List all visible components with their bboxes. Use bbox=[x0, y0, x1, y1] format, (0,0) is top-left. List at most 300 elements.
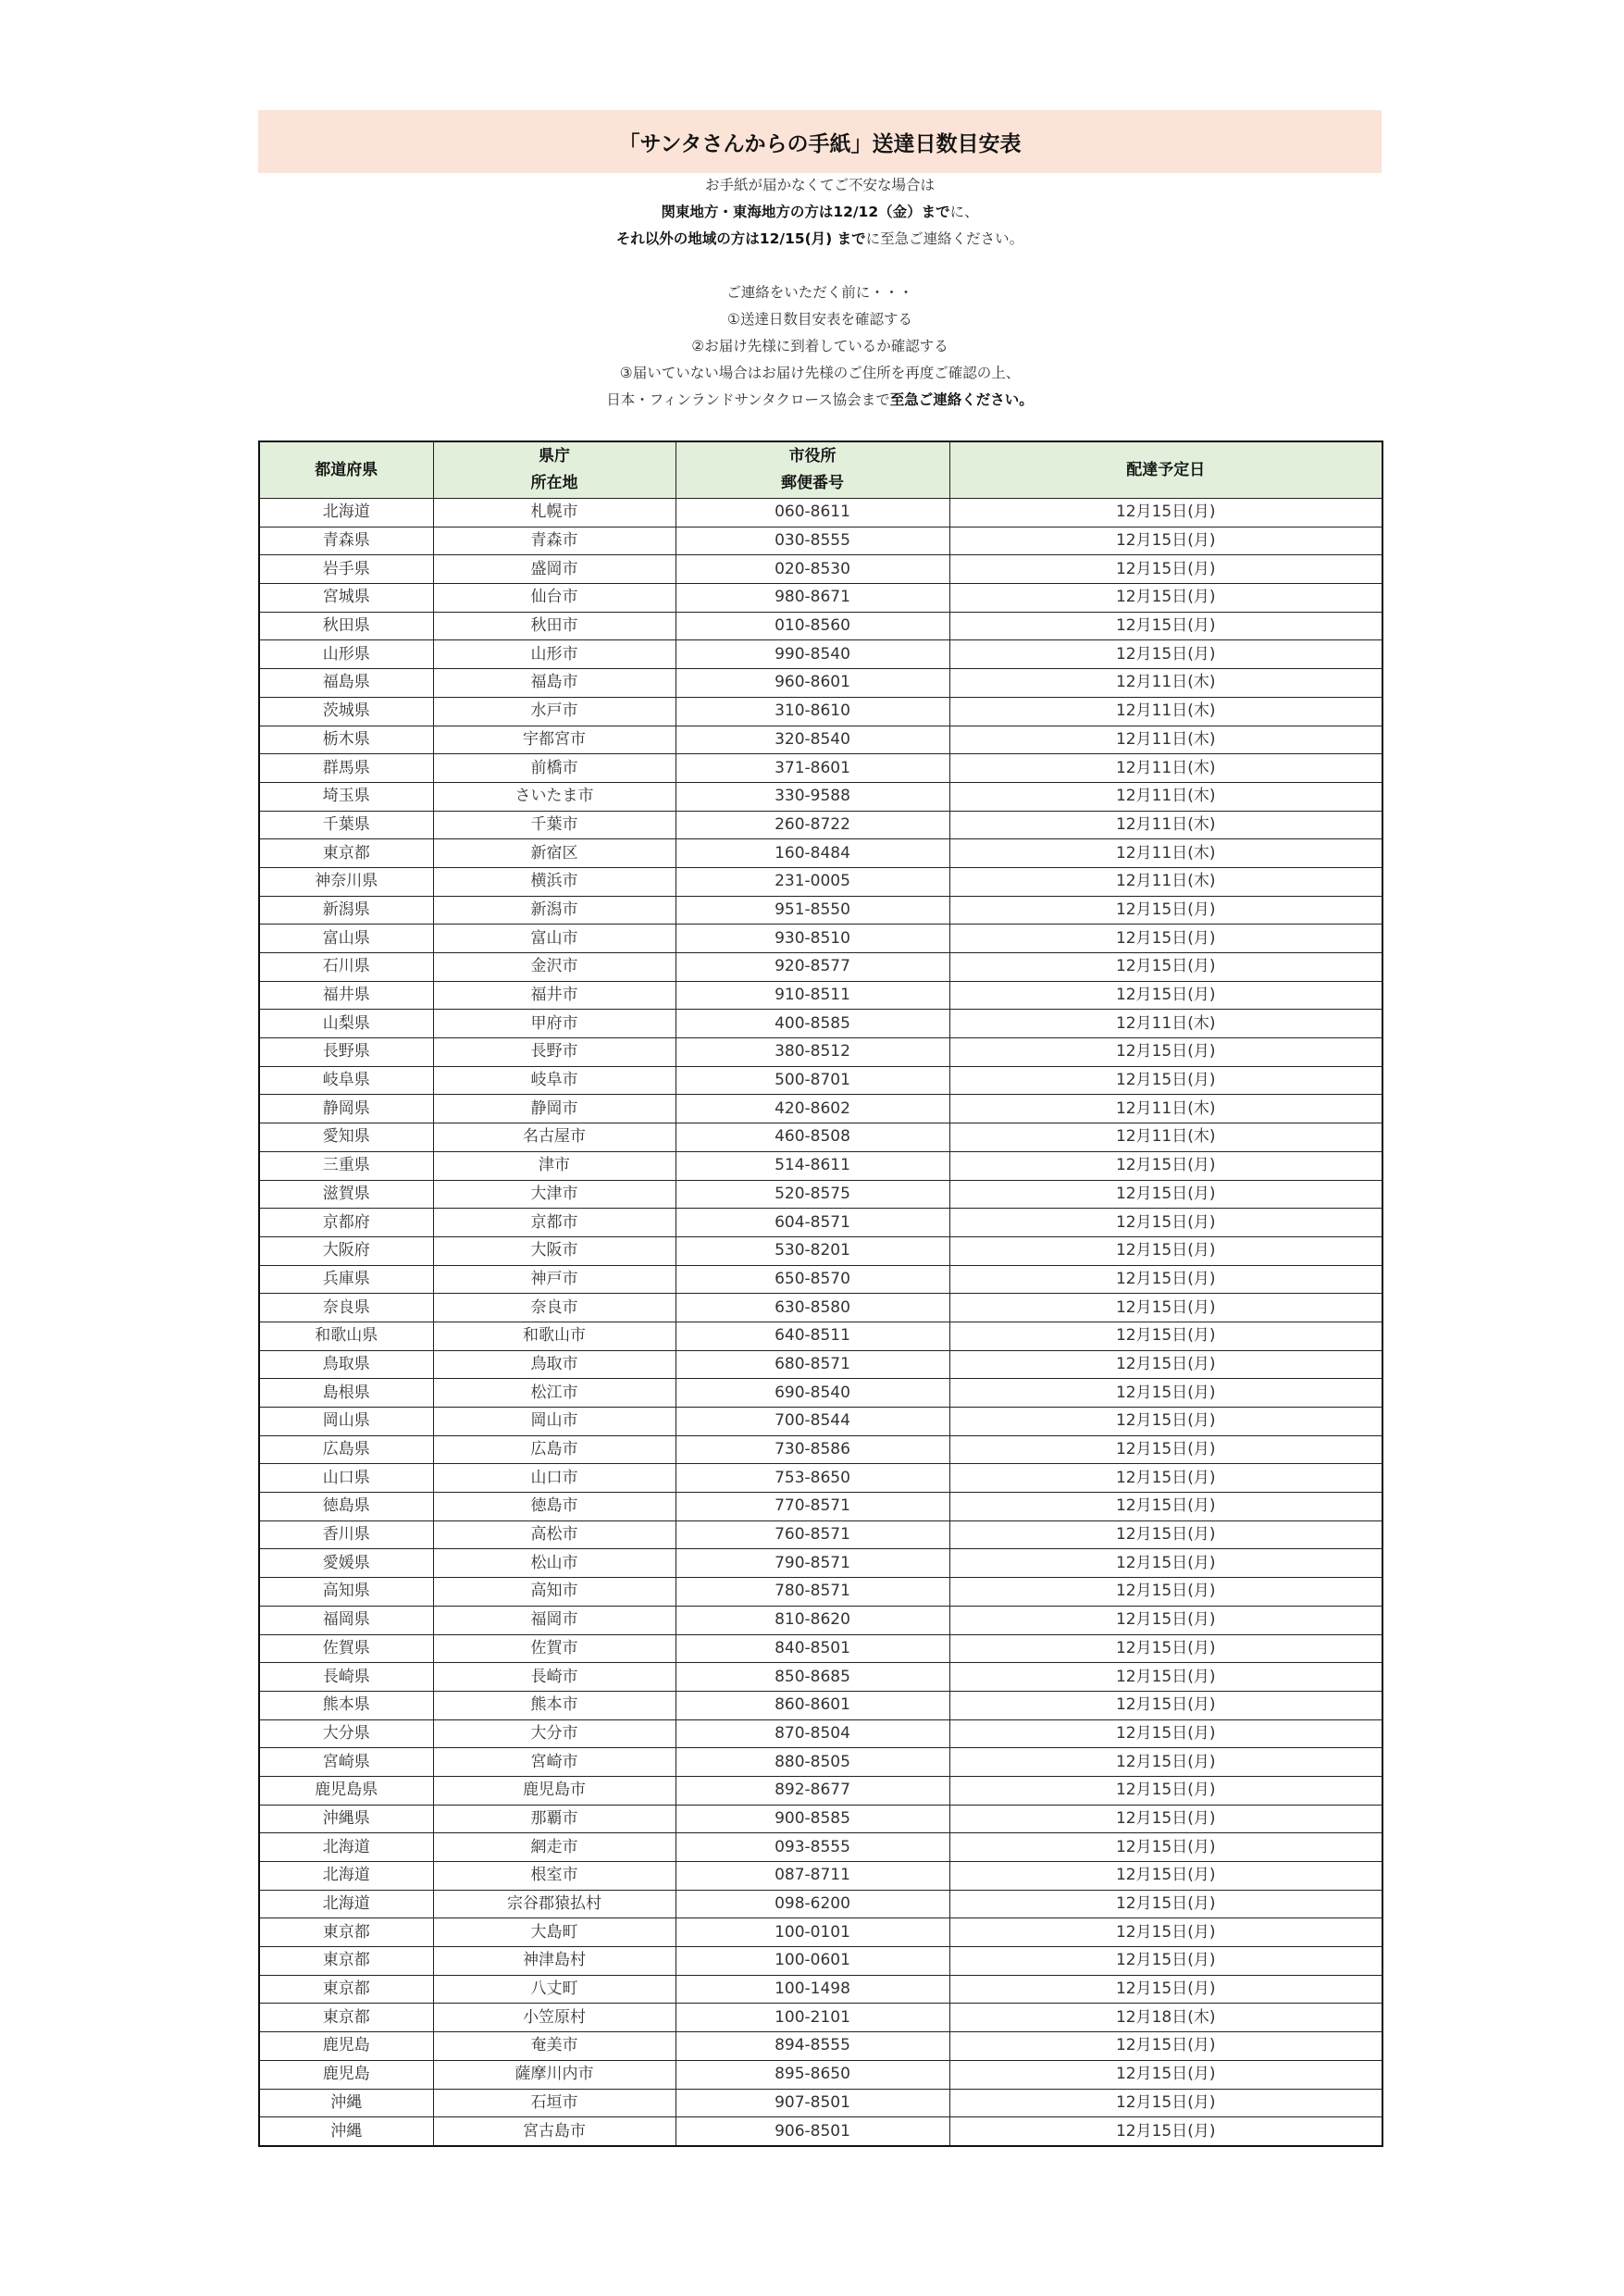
cell-office-city: 長野市 bbox=[433, 1038, 676, 1067]
table-row bbox=[259, 1151, 1382, 1180]
cell-postal-code: 760-8571 bbox=[676, 1520, 949, 1549]
cell-delivery-date: 12月15日(月) bbox=[949, 925, 1382, 953]
cell-prefecture: 富山県 bbox=[259, 925, 433, 953]
cell-office-city: 大津市 bbox=[433, 1180, 676, 1209]
cell-prefecture: 群馬県 bbox=[259, 754, 433, 783]
note-deadline-other: それ以外の地域の方は12/15(月) まで bbox=[615, 230, 866, 247]
cell-postal-code: 380-8512 bbox=[676, 1038, 949, 1067]
cell-postal-code: 460-8508 bbox=[676, 1123, 949, 1152]
cell-prefecture: 鹿児島県 bbox=[259, 1776, 433, 1805]
page-title-text: 「サンタさんからの手紙」送達日数目安表 bbox=[618, 131, 1022, 156]
cell-delivery-date: 12月11日(木) bbox=[949, 811, 1382, 839]
cell-delivery-date: 12月15日(月) bbox=[949, 2060, 1382, 2089]
cell-office-city: 高知市 bbox=[433, 1578, 676, 1607]
table-row bbox=[259, 1322, 1382, 1350]
cell-office-city: 高松市 bbox=[433, 1520, 676, 1549]
cell-postal-code: 840-8501 bbox=[676, 1634, 949, 1663]
note-line-3 bbox=[258, 226, 1382, 253]
table-row bbox=[259, 1180, 1382, 1209]
cell-office-city: 石垣市 bbox=[433, 2089, 676, 2117]
table-row bbox=[259, 782, 1382, 811]
cell-prefecture: 北海道 bbox=[259, 499, 433, 527]
cell-postal-code: 520-8575 bbox=[676, 1180, 949, 1209]
cell-prefecture: 東京都 bbox=[259, 1975, 433, 2004]
cell-office-city: 京都市 bbox=[433, 1209, 676, 1237]
cell-office-city: 奈良市 bbox=[433, 1294, 676, 1322]
table-row bbox=[259, 1379, 1382, 1408]
table-row bbox=[259, 2032, 1382, 2061]
cell-prefecture: 滋賀県 bbox=[259, 1180, 433, 1209]
cell-office-city: 福井市 bbox=[433, 981, 676, 1010]
table-row bbox=[259, 1805, 1382, 1833]
cell-office-city: 岡山市 bbox=[433, 1408, 676, 1436]
table-row bbox=[259, 867, 1382, 896]
cell-prefecture: 鹿児島 bbox=[259, 2032, 433, 2061]
cell-postal-code: 100-1498 bbox=[676, 1975, 949, 2004]
delivery-table bbox=[258, 441, 1383, 2147]
cell-office-city: 千葉市 bbox=[433, 811, 676, 839]
cell-postal-code: 960-8601 bbox=[676, 669, 949, 698]
table-row bbox=[259, 1010, 1382, 1038]
table-row bbox=[259, 612, 1382, 640]
cell-prefecture: 山形県 bbox=[259, 640, 433, 669]
cell-delivery-date: 12月15日(月) bbox=[949, 2032, 1382, 2061]
cell-office-city: 名古屋市 bbox=[433, 1123, 676, 1152]
cell-prefecture: 秋田県 bbox=[259, 612, 433, 640]
cell-delivery-date: 12月15日(月) bbox=[949, 1379, 1382, 1408]
cell-delivery-date: 12月15日(月) bbox=[949, 1833, 1382, 1862]
table-row bbox=[259, 1066, 1382, 1095]
cell-prefecture: 北海道 bbox=[259, 1890, 433, 1918]
cell-delivery-date: 12月11日(木) bbox=[949, 1010, 1382, 1038]
cell-delivery-date: 12月15日(月) bbox=[949, 499, 1382, 527]
cell-office-city: 横浜市 bbox=[433, 867, 676, 896]
table-row bbox=[259, 584, 1382, 613]
cell-prefecture: 福岡県 bbox=[259, 1606, 433, 1634]
cell-postal-code: 907-8501 bbox=[676, 2089, 949, 2117]
cell-prefecture: 鹿児島 bbox=[259, 2060, 433, 2089]
table-body bbox=[259, 499, 1382, 2146]
cell-prefecture: 徳島県 bbox=[259, 1493, 433, 1521]
table-row bbox=[259, 499, 1382, 527]
cell-office-city: 松江市 bbox=[433, 1379, 676, 1408]
table-row bbox=[259, 1890, 1382, 1918]
cell-delivery-date: 12月11日(木) bbox=[949, 697, 1382, 726]
cell-postal-code: 650-8570 bbox=[676, 1265, 949, 1294]
cell-office-city: 金沢市 bbox=[433, 953, 676, 982]
table-row bbox=[259, 1663, 1382, 1692]
note-line-3-rest: に至急ご連絡ください。 bbox=[865, 230, 1024, 247]
header-postal bbox=[676, 441, 949, 499]
cell-delivery-date: 12月15日(月) bbox=[949, 1209, 1382, 1237]
table-row bbox=[259, 953, 1382, 982]
table-row bbox=[259, 1265, 1382, 1294]
cell-postal-code: 930-8510 bbox=[676, 925, 949, 953]
table-row bbox=[259, 1236, 1382, 1265]
cell-office-city: 富山市 bbox=[433, 925, 676, 953]
cell-postal-code: 098-6200 bbox=[676, 1890, 949, 1918]
cell-prefecture: 栃木県 bbox=[259, 726, 433, 754]
cell-office-city: 鹿児島市 bbox=[433, 1776, 676, 1805]
cell-delivery-date: 12月15日(月) bbox=[949, 1520, 1382, 1549]
table-row bbox=[259, 640, 1382, 669]
table-row bbox=[259, 1209, 1382, 1237]
note-line-2-rest: に、 bbox=[949, 204, 979, 220]
cell-delivery-date: 12月15日(月) bbox=[949, 1294, 1382, 1322]
cell-prefecture: 新潟県 bbox=[259, 896, 433, 925]
cell-postal-code: 920-8577 bbox=[676, 953, 949, 982]
cell-postal-code: 690-8540 bbox=[676, 1379, 949, 1408]
cell-prefecture: 長野県 bbox=[259, 1038, 433, 1067]
cell-office-city: 宮崎市 bbox=[433, 1748, 676, 1777]
header-postal-l2: 郵便番号 bbox=[781, 474, 844, 492]
cell-office-city: 長崎市 bbox=[433, 1663, 676, 1692]
cell-postal-code: 371-8601 bbox=[676, 754, 949, 783]
table-header bbox=[259, 441, 1382, 499]
cell-postal-code: 604-8571 bbox=[676, 1209, 949, 1237]
cell-prefecture: 沖縄県 bbox=[259, 1805, 433, 1833]
cell-delivery-date: 12月15日(月) bbox=[949, 1634, 1382, 1663]
cell-delivery-date: 12月15日(月) bbox=[949, 1975, 1382, 2004]
cell-postal-code: 500-8701 bbox=[676, 1066, 949, 1095]
header-prefecture: 都道府県 bbox=[259, 441, 433, 499]
cell-postal-code: 906-8501 bbox=[676, 2117, 949, 2146]
cell-office-city: 仙台市 bbox=[433, 584, 676, 613]
cell-postal-code: 892-8677 bbox=[676, 1776, 949, 1805]
cell-postal-code: 100-2101 bbox=[676, 2004, 949, 2032]
cell-delivery-date: 12月15日(月) bbox=[949, 1408, 1382, 1436]
cell-delivery-date: 12月15日(月) bbox=[949, 1606, 1382, 1634]
cell-delivery-date: 12月15日(月) bbox=[949, 612, 1382, 640]
cell-postal-code: 231-0005 bbox=[676, 867, 949, 896]
table-row bbox=[259, 1862, 1382, 1891]
cell-postal-code: 420-8602 bbox=[676, 1095, 949, 1123]
cell-delivery-date: 12月15日(月) bbox=[949, 1862, 1382, 1891]
cell-delivery-date: 12月15日(月) bbox=[949, 1549, 1382, 1578]
cell-prefecture: 東京都 bbox=[259, 2004, 433, 2032]
cell-office-city: 山口市 bbox=[433, 1464, 676, 1493]
cell-office-city: 鳥取市 bbox=[433, 1350, 676, 1379]
cell-office-city: 岐阜市 bbox=[433, 1066, 676, 1095]
cell-prefecture: 長崎県 bbox=[259, 1663, 433, 1692]
cell-postal-code: 790-8571 bbox=[676, 1549, 949, 1578]
table-row bbox=[259, 981, 1382, 1010]
cell-postal-code: 850-8685 bbox=[676, 1663, 949, 1692]
cell-office-city: 静岡市 bbox=[433, 1095, 676, 1123]
note-step-2: ②お届け先様に到着しているか確認する bbox=[691, 338, 948, 354]
cell-office-city: 前橋市 bbox=[433, 754, 676, 783]
cell-prefecture: 佐賀県 bbox=[259, 1634, 433, 1663]
table-row bbox=[259, 2004, 1382, 2032]
cell-office-city: 和歌山市 bbox=[433, 1322, 676, 1350]
cell-office-city: さいたま市 bbox=[433, 782, 676, 811]
cell-postal-code: 980-8671 bbox=[676, 584, 949, 613]
cell-office-city: 新潟市 bbox=[433, 896, 676, 925]
cell-prefecture: 兵庫県 bbox=[259, 1265, 433, 1294]
cell-delivery-date: 12月15日(月) bbox=[949, 1066, 1382, 1095]
cell-postal-code: 910-8511 bbox=[676, 981, 949, 1010]
cell-office-city: 薩摩川内市 bbox=[433, 2060, 676, 2089]
cell-delivery-date: 12月15日(月) bbox=[949, 981, 1382, 1010]
note-line-2 bbox=[258, 199, 1382, 226]
cell-office-city: 秋田市 bbox=[433, 612, 676, 640]
table-row bbox=[259, 1408, 1382, 1436]
cell-office-city: 盛岡市 bbox=[433, 555, 676, 584]
cell-prefecture: 岩手県 bbox=[259, 555, 433, 584]
cell-office-city: 神津島村 bbox=[433, 1947, 676, 1976]
cell-prefecture: 島根県 bbox=[259, 1379, 433, 1408]
table-row bbox=[259, 1464, 1382, 1493]
cell-office-city: 広島市 bbox=[433, 1435, 676, 1464]
cell-delivery-date: 12月15日(月) bbox=[949, 1464, 1382, 1493]
cell-delivery-date: 12月15日(月) bbox=[949, 1691, 1382, 1719]
cell-delivery-date: 12月11日(木) bbox=[949, 726, 1382, 754]
cell-postal-code: 730-8586 bbox=[676, 1435, 949, 1464]
table-row bbox=[259, 1606, 1382, 1634]
cell-office-city: 大島町 bbox=[433, 1918, 676, 1947]
cell-postal-code: 770-8571 bbox=[676, 1493, 949, 1521]
cell-postal-code: 100-0101 bbox=[676, 1918, 949, 1947]
cell-delivery-date: 12月11日(木) bbox=[949, 669, 1382, 698]
cell-delivery-date: 12月15日(月) bbox=[949, 2089, 1382, 2117]
cell-delivery-date: 12月15日(月) bbox=[949, 1947, 1382, 1976]
header-date: 配達予定日 bbox=[949, 441, 1382, 499]
header-office bbox=[433, 441, 676, 499]
cell-office-city: 大阪市 bbox=[433, 1236, 676, 1265]
cell-delivery-date: 12月11日(木) bbox=[949, 754, 1382, 783]
cell-delivery-date: 12月15日(月) bbox=[949, 953, 1382, 982]
cell-prefecture: 愛媛県 bbox=[259, 1549, 433, 1578]
cell-postal-code: 753-8650 bbox=[676, 1464, 949, 1493]
cell-delivery-date: 12月15日(月) bbox=[949, 1578, 1382, 1607]
cell-postal-code: 630-8580 bbox=[676, 1294, 949, 1322]
table-row bbox=[259, 1634, 1382, 1663]
cell-delivery-date: 12月15日(月) bbox=[949, 1435, 1382, 1464]
table-row bbox=[259, 1549, 1382, 1578]
table-row bbox=[259, 1493, 1382, 1521]
cell-delivery-date: 12月11日(木) bbox=[949, 867, 1382, 896]
cell-delivery-date: 12月15日(月) bbox=[949, 1493, 1382, 1521]
cell-office-city: 札幌市 bbox=[433, 499, 676, 527]
cell-postal-code: 030-8555 bbox=[676, 527, 949, 555]
table-row bbox=[259, 2060, 1382, 2089]
cell-prefecture: 宮城県 bbox=[259, 584, 433, 613]
table-row bbox=[259, 925, 1382, 953]
cell-delivery-date: 12月15日(月) bbox=[949, 1038, 1382, 1067]
cell-delivery-date: 12月15日(月) bbox=[949, 1350, 1382, 1379]
cell-prefecture: 大阪府 bbox=[259, 1236, 433, 1265]
table-row bbox=[259, 1719, 1382, 1748]
cell-postal-code: 093-8555 bbox=[676, 1833, 949, 1862]
note-line-8 bbox=[258, 387, 1382, 414]
cell-delivery-date: 12月15日(月) bbox=[949, 1890, 1382, 1918]
cell-postal-code: 895-8650 bbox=[676, 2060, 949, 2089]
note-step-1: ①送達日数目安表を確認する bbox=[727, 311, 912, 328]
table-row bbox=[259, 1123, 1382, 1152]
cell-delivery-date: 12月15日(月) bbox=[949, 555, 1382, 584]
cell-delivery-date: 12月15日(月) bbox=[949, 1322, 1382, 1350]
cell-postal-code: 860-8601 bbox=[676, 1691, 949, 1719]
cell-postal-code: 810-8620 bbox=[676, 1606, 949, 1634]
cell-prefecture: 岐阜県 bbox=[259, 1066, 433, 1095]
table-row bbox=[259, 527, 1382, 555]
cell-postal-code: 780-8571 bbox=[676, 1578, 949, 1607]
cell-prefecture: 岡山県 bbox=[259, 1408, 433, 1436]
table-row bbox=[259, 1748, 1382, 1777]
cell-office-city: 宮古島市 bbox=[433, 2117, 676, 2146]
cell-office-city: 網走市 bbox=[433, 1833, 676, 1862]
cell-prefecture: 奈良県 bbox=[259, 1294, 433, 1322]
cell-delivery-date: 12月15日(月) bbox=[949, 1748, 1382, 1777]
table-row bbox=[259, 2117, 1382, 2146]
cell-postal-code: 400-8585 bbox=[676, 1010, 949, 1038]
cell-prefecture: 東京都 bbox=[259, 1918, 433, 1947]
cell-prefecture: 福井県 bbox=[259, 981, 433, 1010]
cell-prefecture: 北海道 bbox=[259, 1862, 433, 1891]
cell-postal-code: 010-8560 bbox=[676, 612, 949, 640]
cell-office-city: 小笠原村 bbox=[433, 2004, 676, 2032]
table-row bbox=[259, 1691, 1382, 1719]
cell-postal-code: 880-8505 bbox=[676, 1748, 949, 1777]
cell-prefecture: 鳥取県 bbox=[259, 1350, 433, 1379]
cell-postal-code: 700-8544 bbox=[676, 1408, 949, 1436]
header-row bbox=[259, 441, 1382, 499]
header-office-l1: 県庁 bbox=[539, 447, 570, 465]
table-row bbox=[259, 1520, 1382, 1549]
cell-office-city: 福岡市 bbox=[433, 1606, 676, 1634]
cell-office-city: 山形市 bbox=[433, 640, 676, 669]
cell-delivery-date: 12月15日(月) bbox=[949, 1663, 1382, 1692]
cell-prefecture: 茨城県 bbox=[259, 697, 433, 726]
cell-prefecture: 京都府 bbox=[259, 1209, 433, 1237]
note-line-4: ご連絡をいただく前に・・・ bbox=[726, 284, 913, 301]
note-step-3: ③届いていない場合はお届け先様のご住所を再度ご確認の上、 bbox=[619, 365, 1021, 381]
cell-postal-code: 100-0601 bbox=[676, 1947, 949, 1976]
table-row bbox=[259, 1435, 1382, 1464]
note-deadline-kanto: 関東地方・東海地方の方は12/12（金）まで bbox=[661, 204, 950, 220]
cell-prefecture: 沖縄 bbox=[259, 2089, 433, 2117]
cell-office-city: 松山市 bbox=[433, 1549, 676, 1578]
cell-postal-code: 990-8540 bbox=[676, 640, 949, 669]
cell-prefecture: 福島県 bbox=[259, 669, 433, 698]
table-row bbox=[259, 811, 1382, 839]
cell-prefecture: 和歌山県 bbox=[259, 1322, 433, 1350]
table-row bbox=[259, 1578, 1382, 1607]
cell-delivery-date: 12月15日(月) bbox=[949, 1805, 1382, 1833]
table-row bbox=[259, 1294, 1382, 1322]
cell-delivery-date: 12月15日(月) bbox=[949, 640, 1382, 669]
table-row bbox=[259, 697, 1382, 726]
cell-postal-code: 060-8611 bbox=[676, 499, 949, 527]
cell-office-city: 八丈町 bbox=[433, 1975, 676, 2004]
cell-postal-code: 260-8722 bbox=[676, 811, 949, 839]
header-office-l2: 所在地 bbox=[530, 474, 578, 492]
table-row bbox=[259, 726, 1382, 754]
cell-postal-code: 320-8540 bbox=[676, 726, 949, 754]
cell-postal-code: 900-8585 bbox=[676, 1805, 949, 1833]
cell-delivery-date: 12月11日(木) bbox=[949, 1123, 1382, 1152]
cell-office-city: 甲府市 bbox=[433, 1010, 676, 1038]
cell-postal-code: 951-8550 bbox=[676, 896, 949, 925]
header-postal-l1: 市役所 bbox=[788, 447, 837, 465]
cell-office-city: 那覇市 bbox=[433, 1805, 676, 1833]
cell-delivery-date: 12月15日(月) bbox=[949, 1719, 1382, 1748]
cell-prefecture: 東京都 bbox=[259, 1947, 433, 1976]
cell-prefecture: 静岡県 bbox=[259, 1095, 433, 1123]
table-row bbox=[259, 1095, 1382, 1123]
cell-prefecture: 広島県 bbox=[259, 1435, 433, 1464]
page-title bbox=[258, 110, 1382, 173]
note-line-8-pre: 日本・フィンランドサンタクロース協会まで bbox=[606, 391, 890, 408]
cell-delivery-date: 12月15日(月) bbox=[949, 527, 1382, 555]
cell-office-city: 佐賀市 bbox=[433, 1634, 676, 1663]
cell-delivery-date: 12月15日(月) bbox=[949, 896, 1382, 925]
cell-office-city: 大分市 bbox=[433, 1719, 676, 1748]
cell-office-city: 宇都宮市 bbox=[433, 726, 676, 754]
cell-prefecture: 山口県 bbox=[259, 1464, 433, 1493]
cell-office-city: 神戸市 bbox=[433, 1265, 676, 1294]
cell-delivery-date: 12月15日(月) bbox=[949, 1236, 1382, 1265]
cell-delivery-date: 12月15日(月) bbox=[949, 1151, 1382, 1180]
table-row bbox=[259, 669, 1382, 698]
cell-postal-code: 160-8484 bbox=[676, 839, 949, 868]
cell-postal-code: 330-9588 bbox=[676, 782, 949, 811]
cell-office-city: 福島市 bbox=[433, 669, 676, 698]
cell-prefecture: 高知県 bbox=[259, 1578, 433, 1607]
cell-delivery-date: 12月11日(木) bbox=[949, 839, 1382, 868]
cell-delivery-date: 12月15日(月) bbox=[949, 1918, 1382, 1947]
table-row bbox=[259, 839, 1382, 868]
cell-delivery-date: 12月15日(月) bbox=[949, 2117, 1382, 2146]
cell-prefecture: 山梨県 bbox=[259, 1010, 433, 1038]
cell-prefecture: 愛知県 bbox=[259, 1123, 433, 1152]
cell-prefecture: 神奈川県 bbox=[259, 867, 433, 896]
cell-delivery-date: 12月15日(月) bbox=[949, 1180, 1382, 1209]
cell-prefecture: 熊本県 bbox=[259, 1691, 433, 1719]
cell-prefecture: 香川県 bbox=[259, 1520, 433, 1549]
cell-office-city: 青森市 bbox=[433, 527, 676, 555]
cell-postal-code: 640-8511 bbox=[676, 1322, 949, 1350]
cell-prefecture: 青森県 bbox=[259, 527, 433, 555]
cell-postal-code: 310-8610 bbox=[676, 697, 949, 726]
cell-postal-code: 680-8571 bbox=[676, 1350, 949, 1379]
table-row bbox=[259, 1038, 1382, 1067]
cell-prefecture: 石川県 bbox=[259, 953, 433, 982]
cell-delivery-date: 12月15日(月) bbox=[949, 1776, 1382, 1805]
note-urgent: 至急ご連絡ください。 bbox=[889, 391, 1034, 408]
cell-prefecture: 東京都 bbox=[259, 839, 433, 868]
table-row bbox=[259, 1350, 1382, 1379]
cell-prefecture: 埼玉県 bbox=[259, 782, 433, 811]
cell-delivery-date: 12月11日(木) bbox=[949, 782, 1382, 811]
table-row bbox=[259, 555, 1382, 584]
cell-delivery-date: 12月15日(月) bbox=[949, 584, 1382, 613]
cell-office-city: 徳島市 bbox=[433, 1493, 676, 1521]
note-spacer bbox=[258, 253, 1382, 279]
table-row bbox=[259, 754, 1382, 783]
cell-prefecture: 宮崎県 bbox=[259, 1748, 433, 1777]
table-row bbox=[259, 1947, 1382, 1976]
cell-office-city: 宗谷郡猿払村 bbox=[433, 1890, 676, 1918]
cell-delivery-date: 12月15日(月) bbox=[949, 1265, 1382, 1294]
cell-office-city: 熊本市 bbox=[433, 1691, 676, 1719]
cell-office-city: 奄美市 bbox=[433, 2032, 676, 2061]
table-row bbox=[259, 896, 1382, 925]
cell-office-city: 津市 bbox=[433, 1151, 676, 1180]
cell-prefecture: 北海道 bbox=[259, 1833, 433, 1862]
cell-office-city: 根室市 bbox=[433, 1862, 676, 1891]
table-row bbox=[259, 1776, 1382, 1805]
